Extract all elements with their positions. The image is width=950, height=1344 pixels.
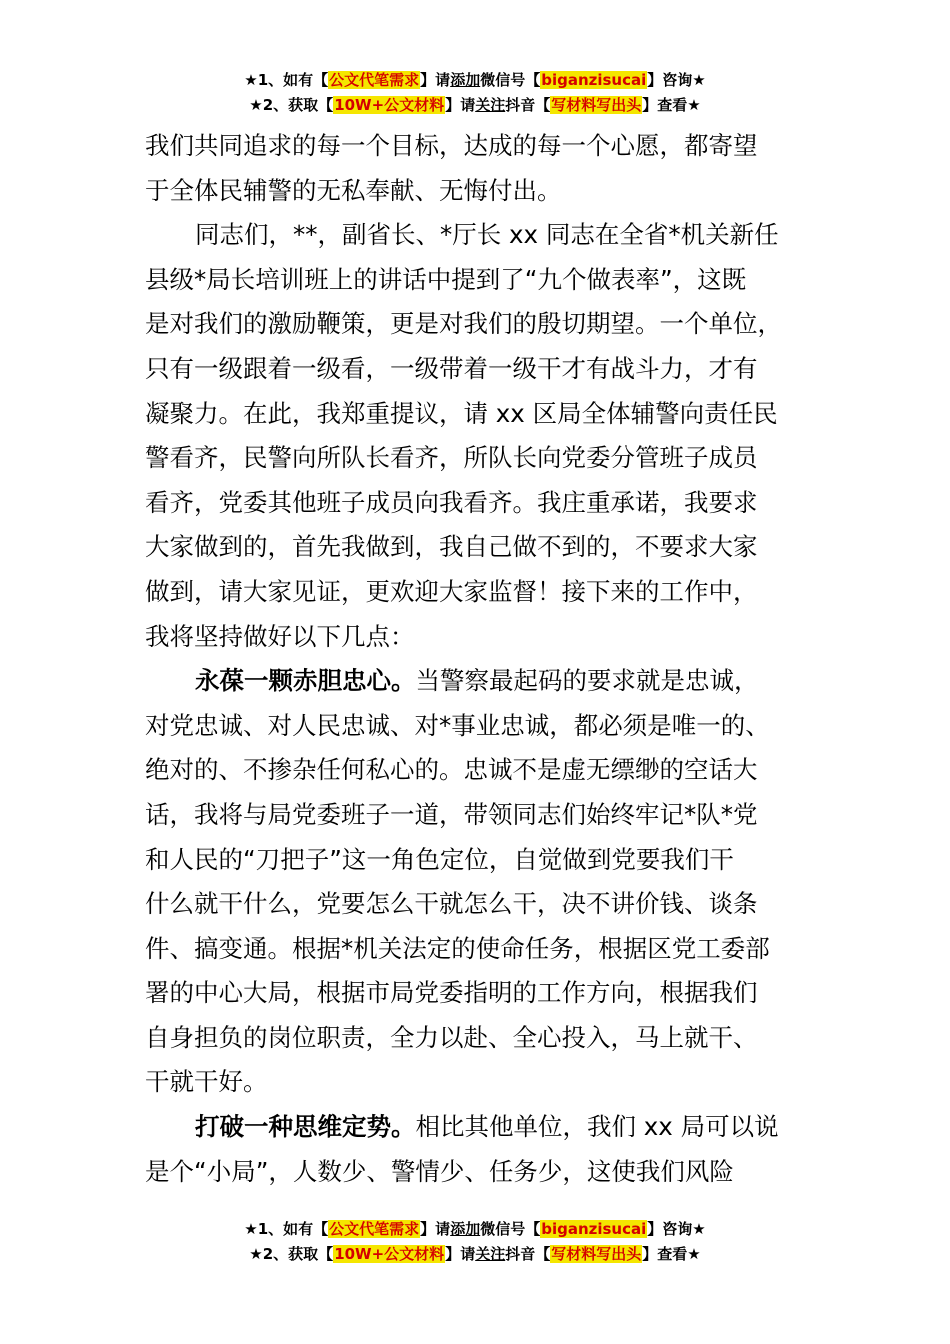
banner-line-2 [0, 93, 950, 118]
banner-text: ★1、如有【 [244, 71, 329, 89]
banner-highlight: 公文代笔需求 [329, 71, 420, 89]
body-line: 什么就干什么，党要怎么干就怎么干，决不讲价钱、谈条 [145, 889, 758, 919]
banner-highlight: 10W+公文材料 [334, 96, 445, 114]
banner-text: ★1、如有【 [244, 1220, 329, 1238]
body-line: 绝对的、不掺杂任何私心的。忠诚不是虚无缥缈的空话大 [145, 755, 758, 785]
body-text: 相比其他单位，我们 xx 局可以说 [415, 1112, 779, 1142]
banner-text: 】请 [420, 1220, 451, 1238]
header-banner [0, 68, 950, 118]
body-text: 当警察最起码的要求就是忠诚， [415, 666, 759, 696]
body-line: 做到，请大家见证，更欢迎大家监督！接下来的工作中， [145, 576, 758, 606]
body-line: 警看齐，民警向所队长看齐，所队长向党委分管班子成员 [145, 443, 758, 473]
banner-text: 】查看★ [642, 96, 701, 114]
banner-text: ★2、获取【 [249, 96, 334, 114]
body-line: 看齐，党委其他班子成员向我看齐。我庄重承诺，我要求 [145, 487, 758, 517]
document-body [145, 124, 805, 1194]
banner-underline: 添加 [450, 71, 481, 89]
banner-text: 】咨询★ [647, 71, 706, 89]
banner-line-2 [0, 1242, 950, 1267]
body-line: 大家做到的，首先我做到，我自己做不到的，不要求大家 [145, 532, 758, 562]
banner-douyin-id: 写材料写出头 [551, 96, 642, 114]
banner-underline: 关注 [475, 96, 506, 114]
body-line: 我们共同追求的每一个目标，达成的每一个心愿，都寄望 [145, 131, 758, 160]
body-line: 自身担负的岗位职责，全力以赴、全心投入，马上就干、 [145, 1022, 758, 1052]
banner-text: 】咨询★ [647, 1220, 706, 1238]
footer-banner [0, 1217, 950, 1267]
banner-text: 】查看★ [642, 1245, 701, 1263]
banner-underline: 添加 [450, 1220, 481, 1238]
body-line: 对党忠诚、对人民忠诚、对*事业忠诚，都必须是唯一的、 [145, 710, 770, 740]
body-line: 凝聚力。在此，我郑重提议，请 xx 区局全体辅警向责任民 [145, 398, 778, 428]
body-line: 只有一级跟着一级看，一级带着一级干才有战斗力，才有 [145, 353, 758, 383]
section-heading: 打破一种思维定势。 [195, 1112, 416, 1142]
banner-text: 】请 [445, 96, 476, 114]
banner-text: ★2、获取【 [249, 1245, 334, 1263]
body-line: 县级*局长培训班上的讲话中提到了“九个做表率”，这既 [145, 264, 747, 294]
banner-wechat-id: biganzisucai [541, 1220, 647, 1238]
body-line: 于全体民辅警的无私奉献、无悔付出。 [145, 175, 562, 205]
section-heading: 永葆一颗赤胆忠心。 [195, 666, 416, 696]
body-line: 干就干好。 [145, 1067, 268, 1097]
banner-underline: 关注 [475, 1245, 506, 1263]
banner-highlight: 10W+公文材料 [334, 1245, 445, 1263]
banner-text: 抖音【 [505, 1245, 551, 1263]
banner-douyin-id: 写材料写出头 [551, 1245, 642, 1263]
banner-text: 抖音【 [505, 96, 551, 114]
body-line [145, 1105, 805, 1150]
banner-text: 微信号【 [480, 71, 541, 89]
banner-line-1 [0, 68, 950, 93]
body-line: 话，我将与局党委班子一道，带领同志们始终牢记*队*党 [145, 799, 758, 829]
body-line: 和人民的“刀把子”这一角色定位，自觉做到党要我们干 [145, 844, 734, 874]
body-line: 同志们，**，副省长、*厅长 xx 同志在全省*机关新任 [195, 220, 779, 250]
banner-text: 】请 [420, 71, 451, 89]
body-line: 是对我们的激励鞭策，更是对我们的殷切期望。一个单位， [145, 309, 782, 339]
body-line [145, 659, 805, 704]
body-line: 是个“小局”，人数少、警情少、任务少，这使我们风险 [145, 1156, 734, 1186]
body-line: 署的中心大局，根据市局党委指明的工作方向，根据我们 [145, 978, 758, 1008]
banner-text: 微信号【 [480, 1220, 541, 1238]
banner-line-1 [0, 1217, 950, 1242]
banner-highlight: 公文代笔需求 [329, 1220, 420, 1238]
banner-text: 】请 [445, 1245, 476, 1263]
body-line: 件、搞变通。根据*机关法定的使命任务，根据区党工委部 [145, 933, 770, 963]
body-line: 我将坚持做好以下几点： [145, 621, 415, 651]
banner-wechat-id: biganzisucai [541, 71, 647, 89]
